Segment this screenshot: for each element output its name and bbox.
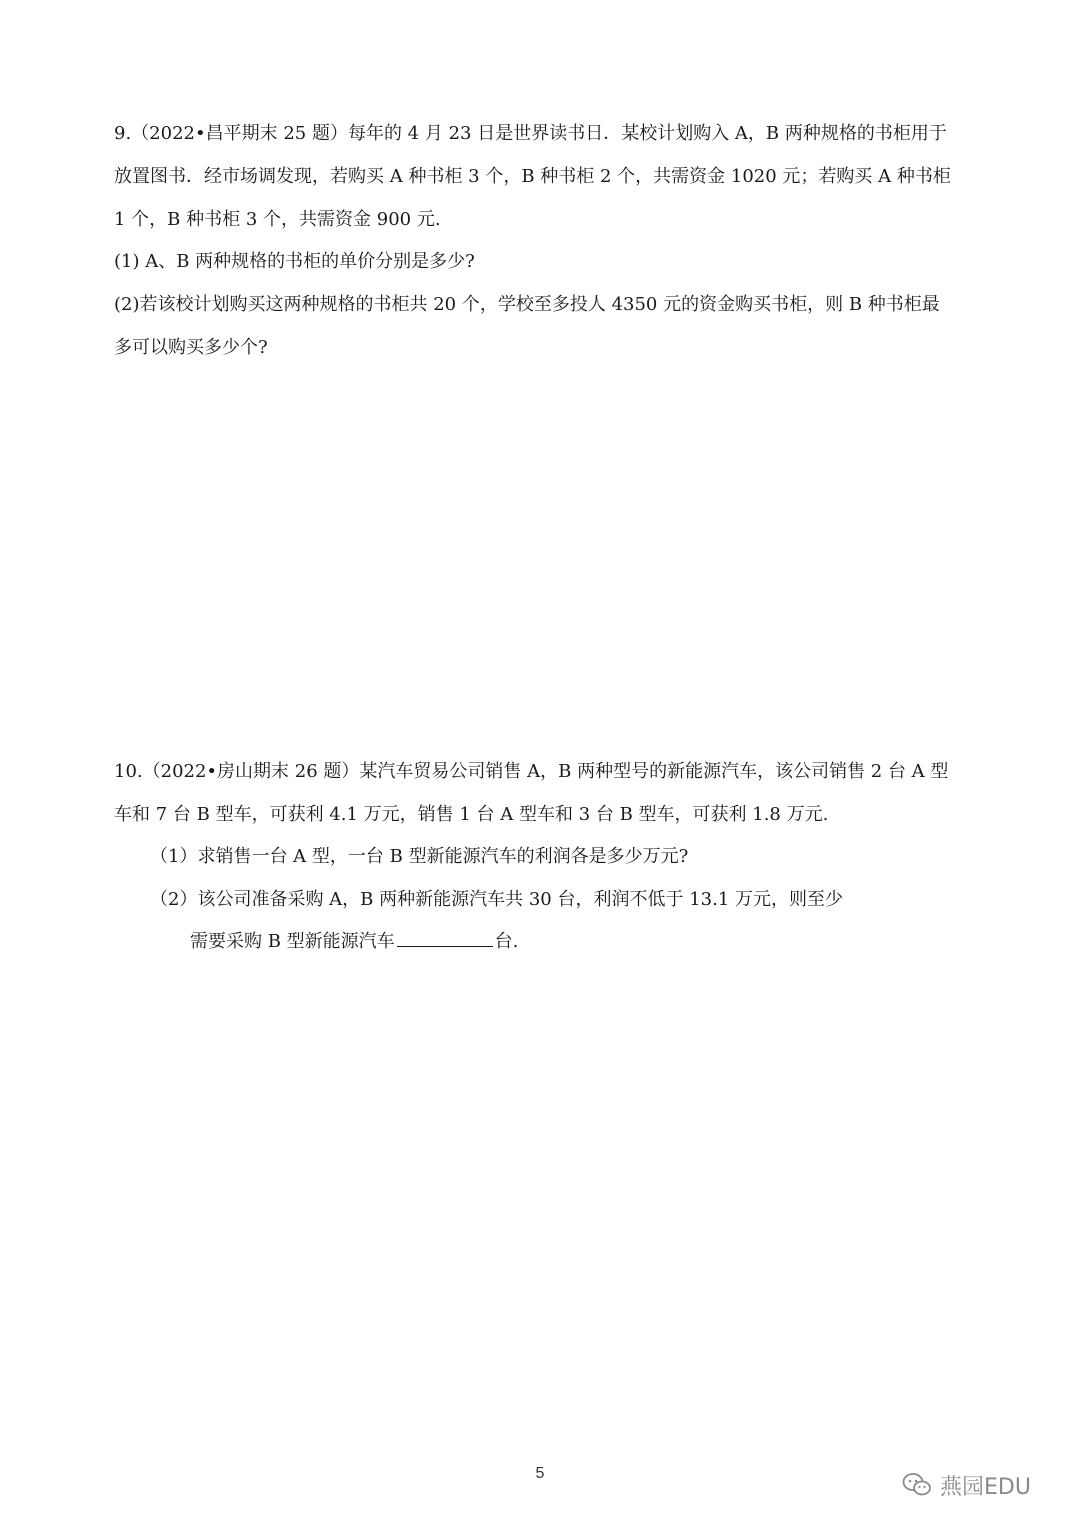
page-number: 5 bbox=[535, 1465, 545, 1482]
q10-part-2-unit: 台. bbox=[494, 931, 519, 952]
watermark bbox=[902, 1470, 1031, 1500]
q10-line-2: 车和 7 台 B 型车，可获利 4.1 万元，销售 1 台 A 型车和 3 台 B 型车，可获利 1.8 万元. bbox=[114, 804, 829, 825]
q9-part-1: (1) A、B 两种规格的书柜的单价分别是多少? bbox=[114, 251, 475, 272]
q10-part-2-line-1: （2）该公司准备采购 A，B 两种新能源汽车共 30 台，利润不低于 13.1 万元，则至少 bbox=[150, 889, 843, 910]
wechat-icon bbox=[902, 1472, 932, 1498]
q9-line-3: 1 个，B 种书柜 3 个，共需资金 900 元. bbox=[114, 209, 441, 230]
watermark-text: 燕园EDU bbox=[940, 1474, 1031, 1500]
q10-part-2-line-2 bbox=[190, 930, 518, 954]
q9-part-2-line-1: (2)若该校计划购买这两种规格的书柜共 20 个，学校至多投人 4350 元的资金购买书柜，则 B 种书柜最 bbox=[114, 294, 940, 315]
q9-line-1: 9.（2022•昌平期末 25 题）每年的 4 月 23 日是世界读书日．某校计划购入 A，B 两种规格的书柜用于 bbox=[114, 123, 947, 144]
q9-part-2-line-2: 多可以购买多少个? bbox=[114, 337, 268, 358]
q10-part-2-text: 需要采购 B 型新能源汽车 bbox=[190, 931, 395, 952]
q10-line-1: 10.（2022•房山期末 26 题）某汽车贸易公司销售 A，B 两种型号的新能源汽车，该公司销售 2 台 A 型 bbox=[114, 761, 949, 782]
answer-blank bbox=[397, 930, 493, 947]
q10-part-1: （1）求销售一台 A 型，一台 B 型新能源汽车的利润各是多少万元? bbox=[150, 846, 689, 867]
q9-line-2: 放置图书．经市场调发现，若购买 A 种书柜 3 个，B 种书柜 2 个，共需资金 1020 元；若购买 A 种书柜 bbox=[114, 166, 951, 187]
